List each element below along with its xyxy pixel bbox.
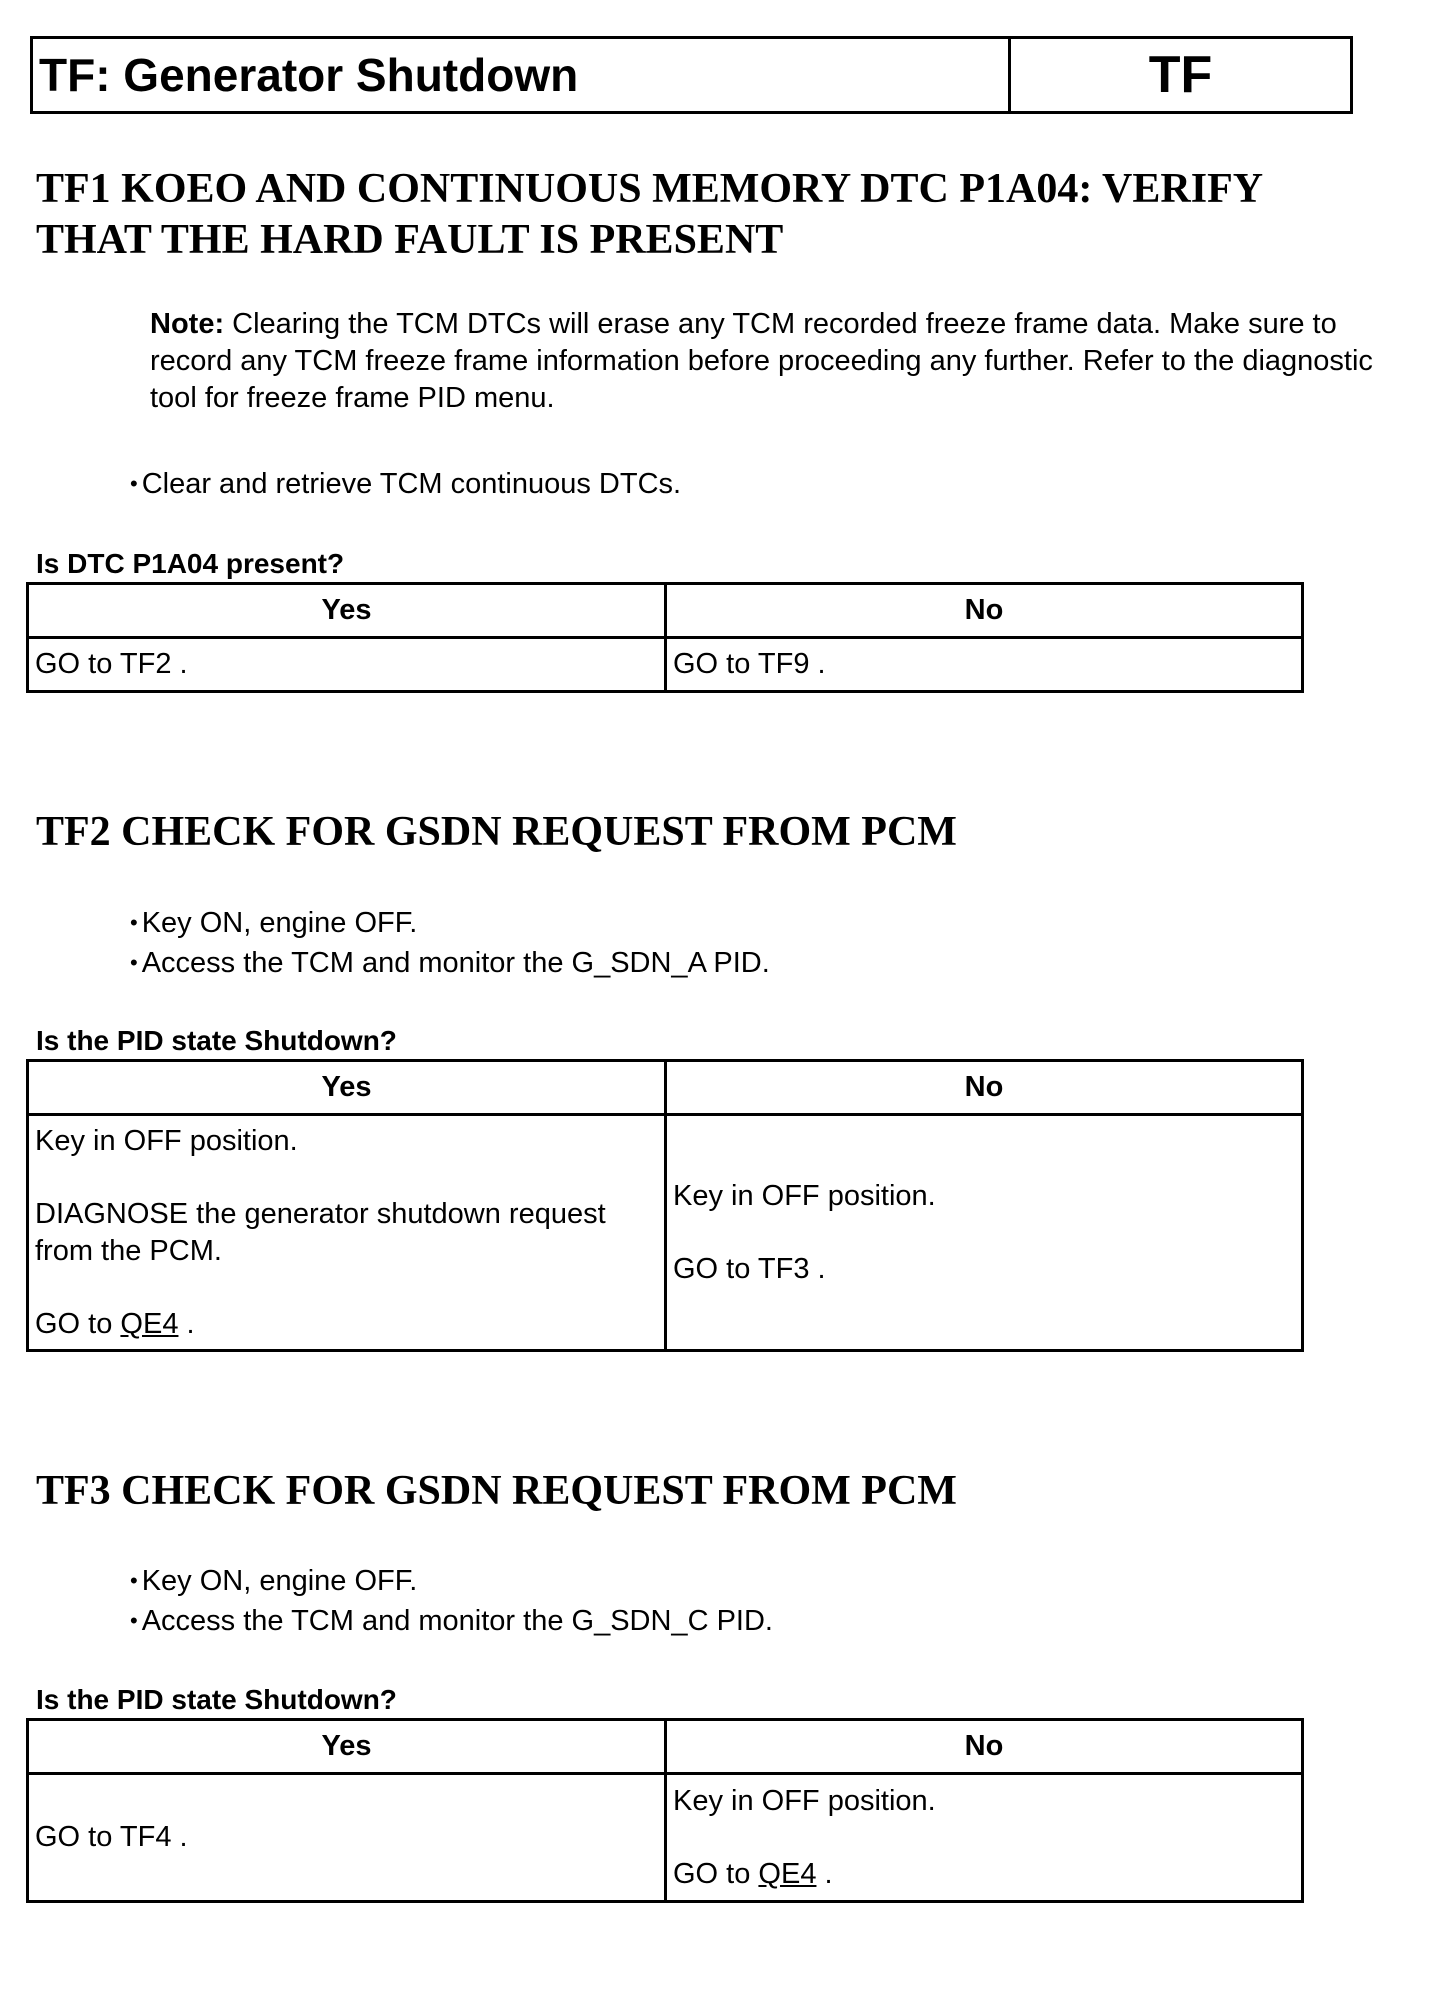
tf1-no-header: No bbox=[666, 584, 1303, 638]
tf1-note bbox=[150, 306, 1400, 417]
tf3-bullet: • Key ON, engine OFF. bbox=[130, 1561, 773, 1601]
tf2-yes-go bbox=[35, 1306, 658, 1343]
qe4-link[interactable]: QE4 bbox=[758, 1857, 817, 1890]
tf1-question: Is DTC P1A04 present? bbox=[36, 548, 345, 579]
tf3-no-cell bbox=[666, 1774, 1303, 1902]
tf1-title-line1: TF1 KOEO AND CONTINUOUS MEMORY DTC P1A04: VERIFY bbox=[36, 166, 1264, 212]
tf2-title: TF2 CHECK FOR GSDN REQUEST FROM PCM bbox=[36, 809, 957, 855]
go-to-end: . bbox=[816, 1857, 833, 1890]
tf3-no-line1: Key in OFF position. bbox=[673, 1784, 936, 1817]
tf3-yes-cell: GO to TF4 . bbox=[28, 1774, 666, 1902]
tf3-bullet: • Access the TCM and monitor the G_SDN_C PID. bbox=[130, 1601, 773, 1641]
tf2-no-line1: Key in OFF position. bbox=[673, 1179, 936, 1212]
tf2-bullet: • Key ON, engine OFF. bbox=[130, 903, 770, 943]
tf2-no-cell bbox=[666, 1115, 1303, 1351]
tf2-table bbox=[26, 1059, 1304, 1352]
header-title: TF: Generator Shutdown bbox=[33, 39, 1011, 111]
go-to-text: GO to bbox=[673, 1857, 759, 1890]
tf1-title bbox=[36, 164, 1376, 266]
tf3-no-header: No bbox=[666, 1720, 1303, 1774]
tf3-table bbox=[26, 1718, 1304, 1903]
tf2-yes-cell bbox=[28, 1115, 666, 1351]
note-label: Note: bbox=[150, 308, 225, 340]
note-text: Clearing the TCM DTCs will erase any TCM recorded freeze frame data. Make sure to record any TCM freeze frame information before proceeding any further. Refer to the diagnostic tool for freeze frame PID menu. bbox=[150, 308, 1373, 414]
tf3-bullets bbox=[130, 1561, 773, 1641]
tf2-question: Is the PID state Shutdown? bbox=[36, 1025, 397, 1056]
tf2-bullet: • Access the TCM and monitor the G_SDN_A PID. bbox=[130, 943, 770, 983]
tf1-bullet: • Clear and retrieve TCM continuous DTCs. bbox=[130, 464, 681, 504]
tf3-title: TF3 CHECK FOR GSDN REQUEST FROM PCM bbox=[36, 1468, 957, 1514]
tf2-bullets bbox=[130, 903, 770, 983]
tf3-no-go bbox=[673, 1856, 1295, 1893]
tf2-yes-header: Yes bbox=[28, 1061, 666, 1115]
tf3-question: Is the PID state Shutdown? bbox=[36, 1684, 397, 1715]
page-header bbox=[30, 36, 1353, 114]
tf1-title-line2: THAT THE HARD FAULT IS PRESENT bbox=[36, 217, 784, 263]
tf2-yes-line2: DIAGNOSE the generator shutdown request from the PCM. bbox=[35, 1197, 606, 1267]
go-to-text: GO to bbox=[35, 1307, 121, 1340]
tf2-no-line2: GO to TF3 . bbox=[673, 1252, 826, 1285]
tf1-yes-header: Yes bbox=[28, 584, 666, 638]
tf2-yes-line1: Key in OFF position. bbox=[35, 1124, 298, 1157]
tf1-no-cell: GO to TF9 . bbox=[666, 638, 1303, 692]
tf1-bullets bbox=[130, 464, 681, 504]
tf3-yes-header: Yes bbox=[28, 1720, 666, 1774]
qe4-link[interactable]: QE4 bbox=[120, 1307, 179, 1340]
header-code: TF bbox=[1148, 46, 1213, 104]
go-to-end: . bbox=[178, 1307, 195, 1340]
tf1-table bbox=[26, 582, 1304, 693]
tf2-no-header: No bbox=[666, 1061, 1303, 1115]
tf1-yes-cell: GO to TF2 . bbox=[28, 638, 666, 692]
